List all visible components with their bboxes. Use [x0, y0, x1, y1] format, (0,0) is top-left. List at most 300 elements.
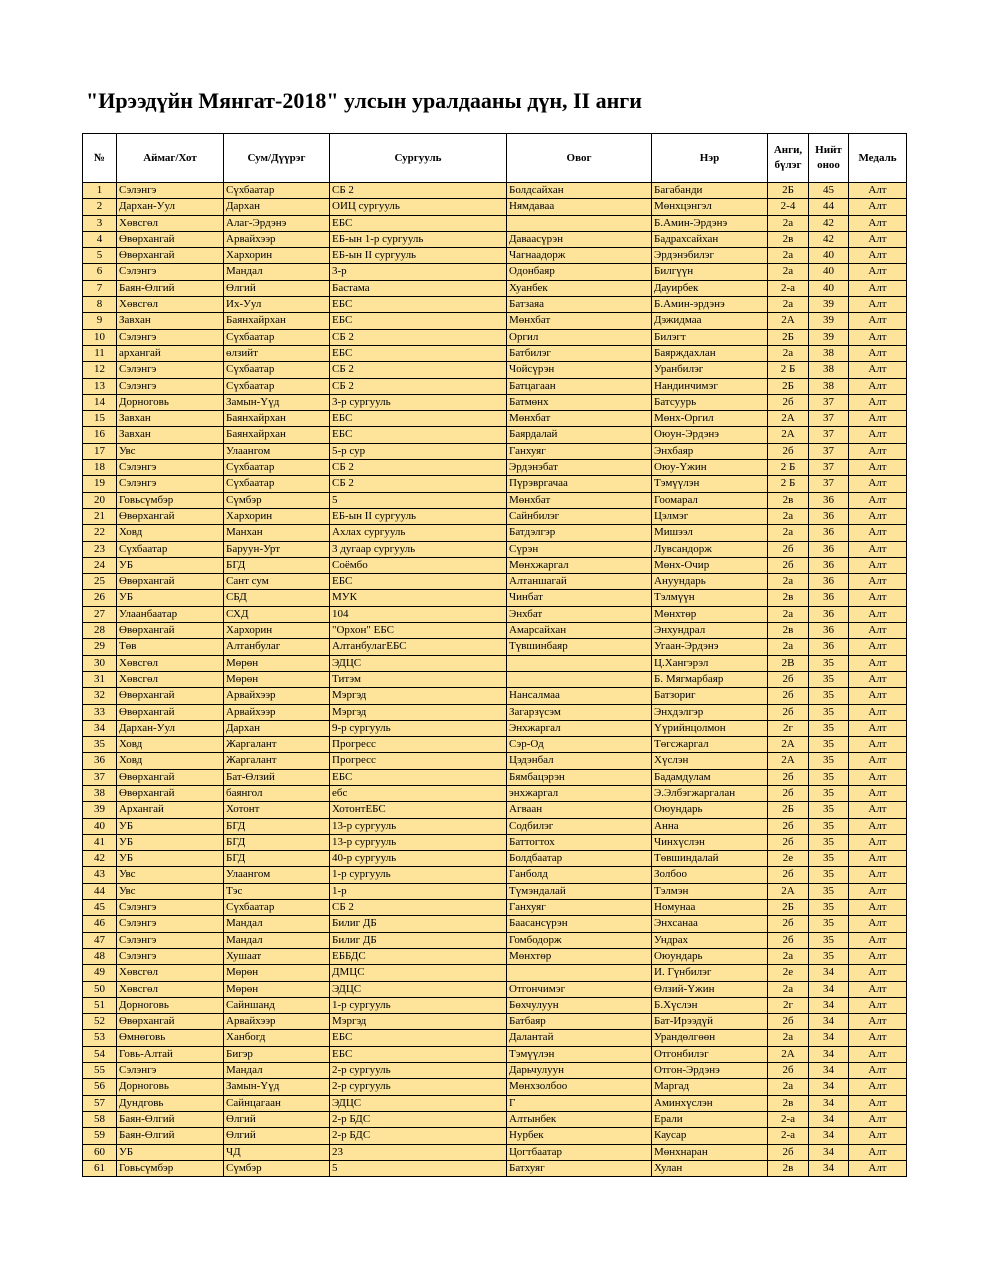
cell-school: 3-р сургууль — [330, 394, 507, 410]
cell-sum: Арвайхээр — [224, 231, 330, 247]
cell-medal: Алт — [849, 965, 907, 981]
table-row — [83, 1079, 907, 1095]
cell-score: 35 — [809, 720, 849, 736]
cell-school: АлтанбулагЕБС — [330, 639, 507, 655]
cell-medal: Алт — [849, 557, 907, 573]
cell-num: 50 — [83, 981, 117, 997]
cell-surname: Цэдэнбал — [507, 753, 652, 769]
cell-aimag: Өвөрхангай — [117, 1014, 224, 1030]
cell-surname: Алтынбек — [507, 1111, 652, 1127]
table-row — [83, 345, 907, 361]
cell-sum: Сүхбаатар — [224, 362, 330, 378]
cell-sum: Өлгий — [224, 280, 330, 296]
cell-surname: Амарсайхан — [507, 623, 652, 639]
cell-num: 54 — [83, 1046, 117, 1062]
cell-num: 38 — [83, 785, 117, 801]
table-row — [83, 671, 907, 687]
cell-school: Билиг ДБ — [330, 916, 507, 932]
cell-name: Бадрахсайхан — [652, 231, 768, 247]
cell-score: 39 — [809, 313, 849, 329]
cell-sum: Бат-Өлзий — [224, 769, 330, 785]
cell-grade: 2е — [768, 965, 809, 981]
cell-sum: Хушаат — [224, 948, 330, 964]
cell-surname: Г — [507, 1095, 652, 1111]
cell-score: 45 — [809, 183, 849, 199]
cell-name: Мөнхцэнгэл — [652, 199, 768, 215]
cell-grade: 2б — [768, 785, 809, 801]
cell-school: 5 — [330, 492, 507, 508]
cell-medal: Алт — [849, 1063, 907, 1079]
table-row — [83, 753, 907, 769]
cell-num: 37 — [83, 769, 117, 785]
cell-grade: 2г — [768, 720, 809, 736]
cell-school: ЕБ-ын 1-р сургууль — [330, 231, 507, 247]
cell-surname: Нансалмаа — [507, 688, 652, 704]
cell-surname: Түвшинбаяр — [507, 639, 652, 655]
cell-surname: Даваасүрэн — [507, 231, 652, 247]
cell-score: 39 — [809, 297, 849, 313]
cell-score: 35 — [809, 655, 849, 671]
col-header-school: Сургууль — [330, 134, 507, 183]
cell-aimag: Хөвсгөл — [117, 655, 224, 671]
cell-school: Титэм — [330, 671, 507, 687]
cell-aimag: Говьсүмбэр — [117, 492, 224, 508]
cell-grade: 2б — [768, 443, 809, 459]
cell-medal: Алт — [849, 590, 907, 606]
table-header-row — [83, 134, 907, 183]
cell-name: Тэмүүлэн — [652, 476, 768, 492]
cell-medal: Алт — [849, 248, 907, 264]
cell-sum: Улаангом — [224, 443, 330, 459]
cell-score: 34 — [809, 965, 849, 981]
table-row — [83, 378, 907, 394]
cell-sum: Арвайхээр — [224, 704, 330, 720]
cell-school: "Орхон" ЕБС — [330, 623, 507, 639]
cell-sum: БГД — [224, 834, 330, 850]
table-row — [83, 704, 907, 720]
table-row — [83, 1014, 907, 1030]
cell-sum: Баянхайрхан — [224, 313, 330, 329]
cell-sum: Өлгий — [224, 1111, 330, 1127]
table-row — [83, 557, 907, 573]
cell-score: 35 — [809, 867, 849, 883]
cell-medal: Алт — [849, 508, 907, 524]
cell-name: Өлзий-Үжин — [652, 981, 768, 997]
cell-surname: Энхбат — [507, 606, 652, 622]
cell-surname — [507, 965, 652, 981]
cell-aimag: Өвөрхангай — [117, 231, 224, 247]
cell-surname: Оргил — [507, 329, 652, 345]
cell-aimag: Сэлэнгэ — [117, 460, 224, 476]
cell-num: 39 — [83, 802, 117, 818]
cell-surname: Түмэндалай — [507, 883, 652, 899]
cell-num: 18 — [83, 460, 117, 476]
cell-school: 13-р сургууль — [330, 834, 507, 850]
cell-medal: Алт — [849, 753, 907, 769]
cell-grade: 2а — [768, 508, 809, 524]
cell-name: Тэлмүүн — [652, 590, 768, 606]
cell-grade: 2-а — [768, 280, 809, 296]
col-header-score: Нийт оноо — [809, 134, 849, 183]
table-row — [83, 883, 907, 899]
cell-grade: 2Б — [768, 329, 809, 345]
cell-surname: Гомбодорж — [507, 932, 652, 948]
cell-score: 37 — [809, 476, 849, 492]
table-row — [83, 248, 907, 264]
cell-num: 14 — [83, 394, 117, 410]
cell-sum: СХД — [224, 606, 330, 622]
cell-sum: Мөрөн — [224, 965, 330, 981]
cell-score: 38 — [809, 362, 849, 378]
cell-medal: Алт — [849, 623, 907, 639]
cell-score: 34 — [809, 1030, 849, 1046]
cell-name: Анна — [652, 818, 768, 834]
cell-medal: Алт — [849, 297, 907, 313]
cell-aimag: Завхан — [117, 411, 224, 427]
cell-score: 35 — [809, 900, 849, 916]
cell-name: Эрдэнэбилэг — [652, 248, 768, 264]
cell-grade: 2Б — [768, 900, 809, 916]
cell-name: Энхбаяр — [652, 443, 768, 459]
cell-name: Хүслэн — [652, 753, 768, 769]
cell-aimag: УБ — [117, 1144, 224, 1160]
cell-school: ЭДЦС — [330, 655, 507, 671]
cell-grade: 2А — [768, 883, 809, 899]
table-row — [83, 997, 907, 1013]
cell-num: 44 — [83, 883, 117, 899]
cell-surname: Эрдэнэбат — [507, 460, 652, 476]
cell-aimag: Сэлэнгэ — [117, 948, 224, 964]
cell-school: ЕБ-ын II сургууль — [330, 248, 507, 264]
cell-num: 10 — [83, 329, 117, 345]
cell-grade: 2А — [768, 753, 809, 769]
cell-medal: Алт — [849, 1160, 907, 1176]
cell-score: 35 — [809, 688, 849, 704]
cell-grade: 2б — [768, 671, 809, 687]
cell-grade: 2б — [768, 688, 809, 704]
cell-num: 57 — [83, 1095, 117, 1111]
cell-school: Бастама — [330, 280, 507, 296]
cell-medal: Алт — [849, 720, 907, 736]
cell-surname: Загарзүсэм — [507, 704, 652, 720]
cell-name: Баярждахлан — [652, 345, 768, 361]
col-header-num: № — [83, 134, 117, 183]
cell-surname: Батхуяг — [507, 1160, 652, 1176]
cell-score: 34 — [809, 1111, 849, 1127]
cell-score: 38 — [809, 345, 849, 361]
cell-surname: Ганхуяг — [507, 443, 652, 459]
cell-medal: Алт — [849, 1128, 907, 1144]
cell-num: 2 — [83, 199, 117, 215]
cell-name: Багабанди — [652, 183, 768, 199]
cell-medal: Алт — [849, 883, 907, 899]
table-row — [83, 297, 907, 313]
cell-sum: Дархан — [224, 199, 330, 215]
cell-surname: Нурбек — [507, 1128, 652, 1144]
cell-name: Төвшиндалай — [652, 851, 768, 867]
cell-num: 25 — [83, 574, 117, 590]
cell-sum: Манхан — [224, 525, 330, 541]
cell-grade: 2б — [768, 834, 809, 850]
cell-sum: БГД — [224, 818, 330, 834]
cell-name: Гоомарал — [652, 492, 768, 508]
cell-grade: 2-4 — [768, 199, 809, 215]
cell-medal: Алт — [849, 1144, 907, 1160]
cell-medal: Алт — [849, 394, 907, 410]
cell-aimag: Ховд — [117, 737, 224, 753]
cell-grade: 2в — [768, 623, 809, 639]
cell-name: Мөнх-Очир — [652, 557, 768, 573]
table-row — [83, 541, 907, 557]
cell-grade: 2-а — [768, 1128, 809, 1144]
cell-grade: 2б — [768, 916, 809, 932]
cell-surname: Хуанбек — [507, 280, 652, 296]
cell-sum: Мөрөн — [224, 671, 330, 687]
table-row — [83, 264, 907, 280]
cell-aimag: Өвөрхангай — [117, 688, 224, 704]
cell-school: СБ 2 — [330, 362, 507, 378]
cell-medal: Алт — [849, 688, 907, 704]
cell-aimag: Дорноговь — [117, 1079, 224, 1095]
cell-aimag: Хөвсгөл — [117, 215, 224, 231]
cell-school: Прогресс — [330, 737, 507, 753]
cell-score: 37 — [809, 427, 849, 443]
cell-name: Энхундрал — [652, 623, 768, 639]
table-row — [83, 769, 907, 785]
cell-name: Батзориг — [652, 688, 768, 704]
cell-name: Төгсжаргал — [652, 737, 768, 753]
cell-grade: 2е — [768, 851, 809, 867]
cell-medal: Алт — [849, 378, 907, 394]
cell-aimag: Баян-Өлгий — [117, 280, 224, 296]
cell-num: 17 — [83, 443, 117, 459]
cell-sum: Хотонт — [224, 802, 330, 818]
cell-name: Золбоо — [652, 867, 768, 883]
cell-medal: Алт — [849, 443, 907, 459]
cell-surname: Баттогтох — [507, 834, 652, 850]
cell-score: 34 — [809, 1046, 849, 1062]
cell-sum: Замын-Үүд — [224, 1079, 330, 1095]
cell-medal: Алт — [849, 802, 907, 818]
table-row — [83, 574, 907, 590]
cell-grade: 2б — [768, 1063, 809, 1079]
table-row — [83, 623, 907, 639]
table-row — [83, 443, 907, 459]
cell-num: 31 — [83, 671, 117, 687]
cell-surname — [507, 671, 652, 687]
table-row — [83, 394, 907, 410]
cell-school: ДМЦС — [330, 965, 507, 981]
cell-medal: Алт — [849, 345, 907, 361]
cell-name: Аминхүслэн — [652, 1095, 768, 1111]
cell-score: 44 — [809, 199, 849, 215]
cell-surname: Баярдалай — [507, 427, 652, 443]
cell-sum: ЧД — [224, 1144, 330, 1160]
cell-aimag: Говь-Алтай — [117, 1046, 224, 1062]
cell-num: 16 — [83, 427, 117, 443]
cell-score: 35 — [809, 753, 849, 769]
cell-sum: Сайншанд — [224, 997, 330, 1013]
cell-surname: Ганболд — [507, 867, 652, 883]
cell-medal: Алт — [849, 411, 907, 427]
cell-grade: 2б — [768, 1014, 809, 1030]
cell-num: 59 — [83, 1128, 117, 1144]
cell-name: Цэлмэг — [652, 508, 768, 524]
table-row — [83, 916, 907, 932]
cell-grade: 2 Б — [768, 362, 809, 378]
cell-score: 36 — [809, 557, 849, 573]
cell-school: 2-р БДС — [330, 1128, 507, 1144]
cell-surname: Батбилэг — [507, 345, 652, 361]
cell-name: Оюундарь — [652, 802, 768, 818]
col-header-name: Нэр — [652, 134, 768, 183]
cell-sum: Сайнцагаан — [224, 1095, 330, 1111]
cell-score: 37 — [809, 411, 849, 427]
cell-grade: 2б — [768, 769, 809, 785]
table-row — [83, 1030, 907, 1046]
cell-school: 40-р сургууль — [330, 851, 507, 867]
cell-name: Мишээл — [652, 525, 768, 541]
cell-medal: Алт — [849, 639, 907, 655]
cell-score: 36 — [809, 492, 849, 508]
cell-school: ЕБС — [330, 1046, 507, 1062]
cell-medal: Алт — [849, 834, 907, 850]
cell-num: 19 — [83, 476, 117, 492]
cell-aimag: Өвөрхангай — [117, 508, 224, 524]
cell-aimag: Төв — [117, 639, 224, 655]
cell-school: ЕБС — [330, 427, 507, 443]
table-row — [83, 802, 907, 818]
cell-name: Оюу-Үжин — [652, 460, 768, 476]
cell-grade: 2а — [768, 1030, 809, 1046]
cell-aimag: Ховд — [117, 525, 224, 541]
cell-surname: Агваан — [507, 802, 652, 818]
cell-grade: 2в — [768, 231, 809, 247]
cell-name: Энхсанаа — [652, 916, 768, 932]
cell-num: 12 — [83, 362, 117, 378]
cell-sum: Мөрөн — [224, 655, 330, 671]
cell-medal: Алт — [849, 655, 907, 671]
cell-sum: Баянхайрхан — [224, 411, 330, 427]
table-row — [83, 737, 907, 753]
cell-name: Б.Амин-эрдэнэ — [652, 297, 768, 313]
cell-surname: Болдбаатар — [507, 851, 652, 867]
cell-num: 20 — [83, 492, 117, 508]
cell-num: 51 — [83, 997, 117, 1013]
cell-aimag: Говьсүмбэр — [117, 1160, 224, 1176]
cell-grade: 2а — [768, 297, 809, 313]
cell-medal: Алт — [849, 997, 907, 1013]
table-row — [83, 1095, 907, 1111]
cell-medal: Алт — [849, 671, 907, 687]
table-row — [83, 785, 907, 801]
cell-sum: Жаргалант — [224, 737, 330, 753]
cell-sum: Ханбогд — [224, 1030, 330, 1046]
cell-score: 35 — [809, 737, 849, 753]
cell-surname: Далантай — [507, 1030, 652, 1046]
cell-grade: 2Б — [768, 802, 809, 818]
table-row — [83, 280, 907, 296]
cell-surname: Мөнхбат — [507, 313, 652, 329]
cell-aimag: Баян-Өлгий — [117, 1111, 224, 1127]
cell-name: Билгүүн — [652, 264, 768, 280]
table-row — [83, 834, 907, 850]
cell-num: 45 — [83, 900, 117, 916]
cell-name: Энхдэлгэр — [652, 704, 768, 720]
cell-medal: Алт — [849, 329, 907, 345]
cell-name: Тэлмэн — [652, 883, 768, 899]
cell-name: Ерали — [652, 1111, 768, 1127]
table-row — [83, 508, 907, 524]
cell-aimag: Архангай — [117, 802, 224, 818]
cell-grade: 2-а — [768, 1111, 809, 1127]
cell-medal: Алт — [849, 460, 907, 476]
cell-aimag: Сэлэнгэ — [117, 900, 224, 916]
cell-grade: 2б — [768, 867, 809, 883]
cell-sum: Сүхбаатар — [224, 378, 330, 394]
table-row — [83, 1111, 907, 1127]
cell-name: Бадамдулам — [652, 769, 768, 785]
cell-grade: 2б — [768, 1144, 809, 1160]
cell-score: 35 — [809, 704, 849, 720]
cell-num: 36 — [83, 753, 117, 769]
cell-num: 21 — [83, 508, 117, 524]
table-row — [83, 655, 907, 671]
cell-surname: Пүрэвргачаа — [507, 476, 652, 492]
cell-medal: Алт — [849, 362, 907, 378]
cell-sum: Мөрөн — [224, 981, 330, 997]
cell-sum: Алаг-Эрдэнэ — [224, 215, 330, 231]
cell-aimag: Хөвсгөл — [117, 981, 224, 997]
cell-score: 35 — [809, 834, 849, 850]
cell-medal: Алт — [849, 215, 907, 231]
cell-num: 30 — [83, 655, 117, 671]
cell-aimag: Сэлэнгэ — [117, 476, 224, 492]
cell-grade: 2б — [768, 394, 809, 410]
cell-sum: Сүхбаатар — [224, 476, 330, 492]
cell-grade: 2 Б — [768, 460, 809, 476]
table-row — [83, 1128, 907, 1144]
cell-surname: Цогтбаатар — [507, 1144, 652, 1160]
cell-aimag: Өмнөговь — [117, 1030, 224, 1046]
cell-school: СБ 2 — [330, 329, 507, 345]
cell-surname: Батмөнх — [507, 394, 652, 410]
cell-num: 26 — [83, 590, 117, 606]
cell-name: Батсуурь — [652, 394, 768, 410]
cell-surname: Батбаяр — [507, 1014, 652, 1030]
cell-num: 58 — [83, 1111, 117, 1127]
cell-score: 35 — [809, 932, 849, 948]
cell-score: 35 — [809, 851, 849, 867]
cell-name: Дауирбек — [652, 280, 768, 296]
table-row — [83, 606, 907, 622]
cell-aimag: Хөвсгөл — [117, 671, 224, 687]
cell-name: Оюундарь — [652, 948, 768, 964]
table-row — [83, 427, 907, 443]
cell-score: 34 — [809, 1160, 849, 1176]
table-row — [83, 1160, 907, 1176]
cell-num: 55 — [83, 1063, 117, 1079]
cell-num: 11 — [83, 345, 117, 361]
cell-score: 36 — [809, 623, 849, 639]
cell-name: Үүрийнцолмон — [652, 720, 768, 736]
cell-medal: Алт — [849, 183, 907, 199]
cell-sum: өлзийт — [224, 345, 330, 361]
cell-aimag: Дорноговь — [117, 997, 224, 1013]
cell-medal: Алт — [849, 769, 907, 785]
cell-school: 5-р сур — [330, 443, 507, 459]
cell-name: Дэжидмаа — [652, 313, 768, 329]
